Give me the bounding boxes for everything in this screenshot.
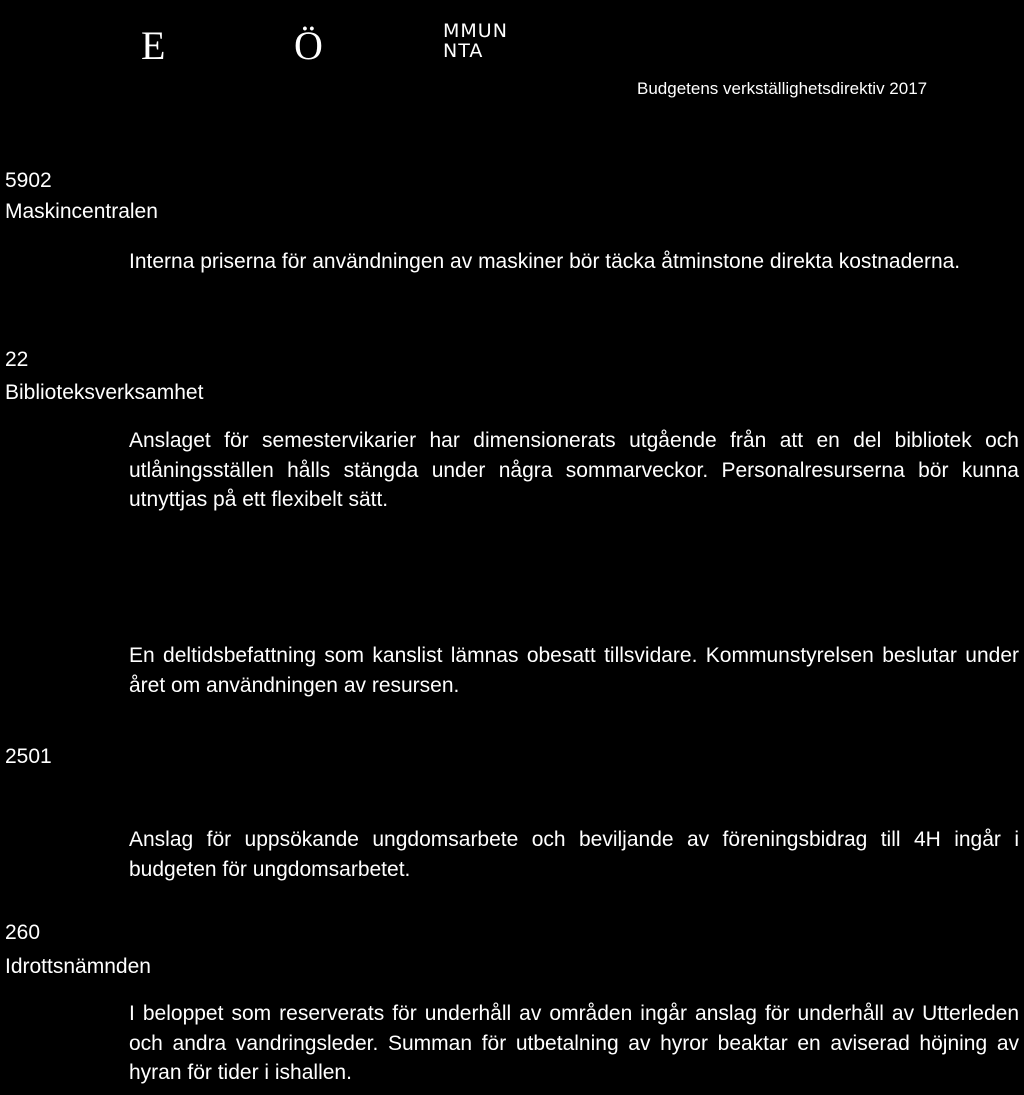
section-text-biblioteksverksamhet: Anslaget för semestervikarier har dimensionerats utgående från att en del bibliotek och utlåningsställen hålls stängda under några sommarveckor. Personalresurserna bör kunna utnyttjas på ett flexibelt sätt. xyxy=(129,429,1019,511)
section-name-idrottsnamnden: Idrottsnämnden xyxy=(5,955,151,978)
section-text-ungdomsarbete: Anslag för uppsökande ungdomsarbete och beviljande av föreningsbidrag till 4H ingår i budgeten för ungdomsarbetet. xyxy=(129,828,1019,881)
section-code-2501: 2501 xyxy=(5,745,52,768)
section-code-260: 260 xyxy=(5,921,41,944)
logo-letter-o: Ö xyxy=(294,23,323,68)
logo-text-line-1: MMUN xyxy=(443,20,508,42)
section-code-5902: 5902 xyxy=(5,169,52,192)
document-title: Budgetens verkställighetsdirektiv 2017 xyxy=(637,79,928,98)
logo-text-line-2: NTA xyxy=(443,40,484,62)
section-name-maskincentralen: Maskincentralen xyxy=(5,200,158,223)
section-name-biblioteksverksamhet: Biblioteksverksamhet xyxy=(5,381,204,404)
section-text-idrottsnamnden: I beloppet som reserverats för underhåll av områden ingår anslag för underhåll av Utterleden och andra vandringsleder. Summan för utbetalning av hyror beaktar en aviserad höjning av hyran för tider i ishallen. xyxy=(129,1002,1019,1084)
section-text-maskincentralen: Interna priserna för användningen av maskiner bör täcka åtminstone direkta kostnaderna. xyxy=(129,250,961,273)
section-code-22: 22 xyxy=(5,348,29,371)
logo-letter-e: E xyxy=(141,23,166,68)
section-text-kanslist: En deltidsbefattning som kanslist lämnas obesatt tillsvidare. Kommunstyrelsen beslutar under året om användningen av resursen. xyxy=(129,644,1019,697)
